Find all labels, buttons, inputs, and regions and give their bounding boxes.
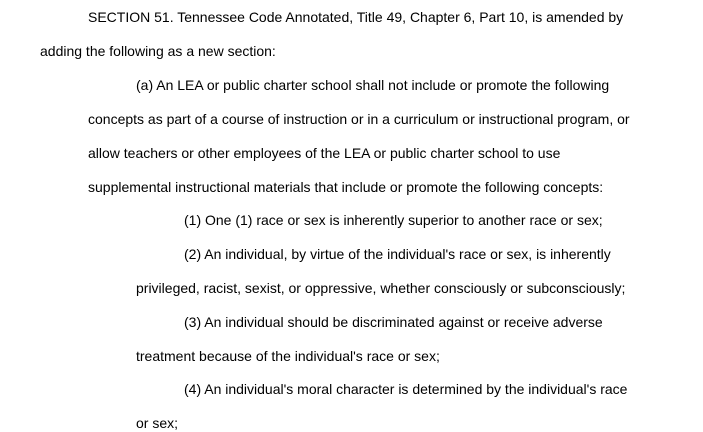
subsection-a-line-1: (a) An LEA or public charter school shall not include or promote the following [136,77,610,93]
item-4-line-2: or sex; [136,415,179,431]
subsection-a-line-2: concepts as part of a course of instruction or in a curriculum or instructional program, or [88,111,630,127]
item-4-line-1: (4) An individual's moral character is determined by the individual's race [184,381,628,397]
subsection-a-line-3: allow teachers or other employees of the LEA or public charter school to use [88,145,561,161]
section-intro-line: adding the following as a new section: [40,43,276,59]
item-1-line-1: (1) One (1) race or sex is inherently superior to another race or sex; [184,212,603,228]
section-heading-line: SECTION 51. Tennessee Code Annotated, Title 49, Chapter 6, Part 10, is amended by [88,9,624,25]
subsection-a-line-4: supplemental instructional materials that include or promote the following concepts: [88,179,604,195]
item-3-line-1: (3) An individual should be discriminated against or receive adverse [184,314,603,330]
item-2-line-1: (2) An individual, by virtue of the individual's race or sex, is inherently [184,246,611,262]
item-3-line-2: treatment because of the individual's race or sex; [136,348,440,364]
item-2-line-2: privileged, racist, sexist, or oppressive, whether consciously or subconsciously; [136,280,626,296]
